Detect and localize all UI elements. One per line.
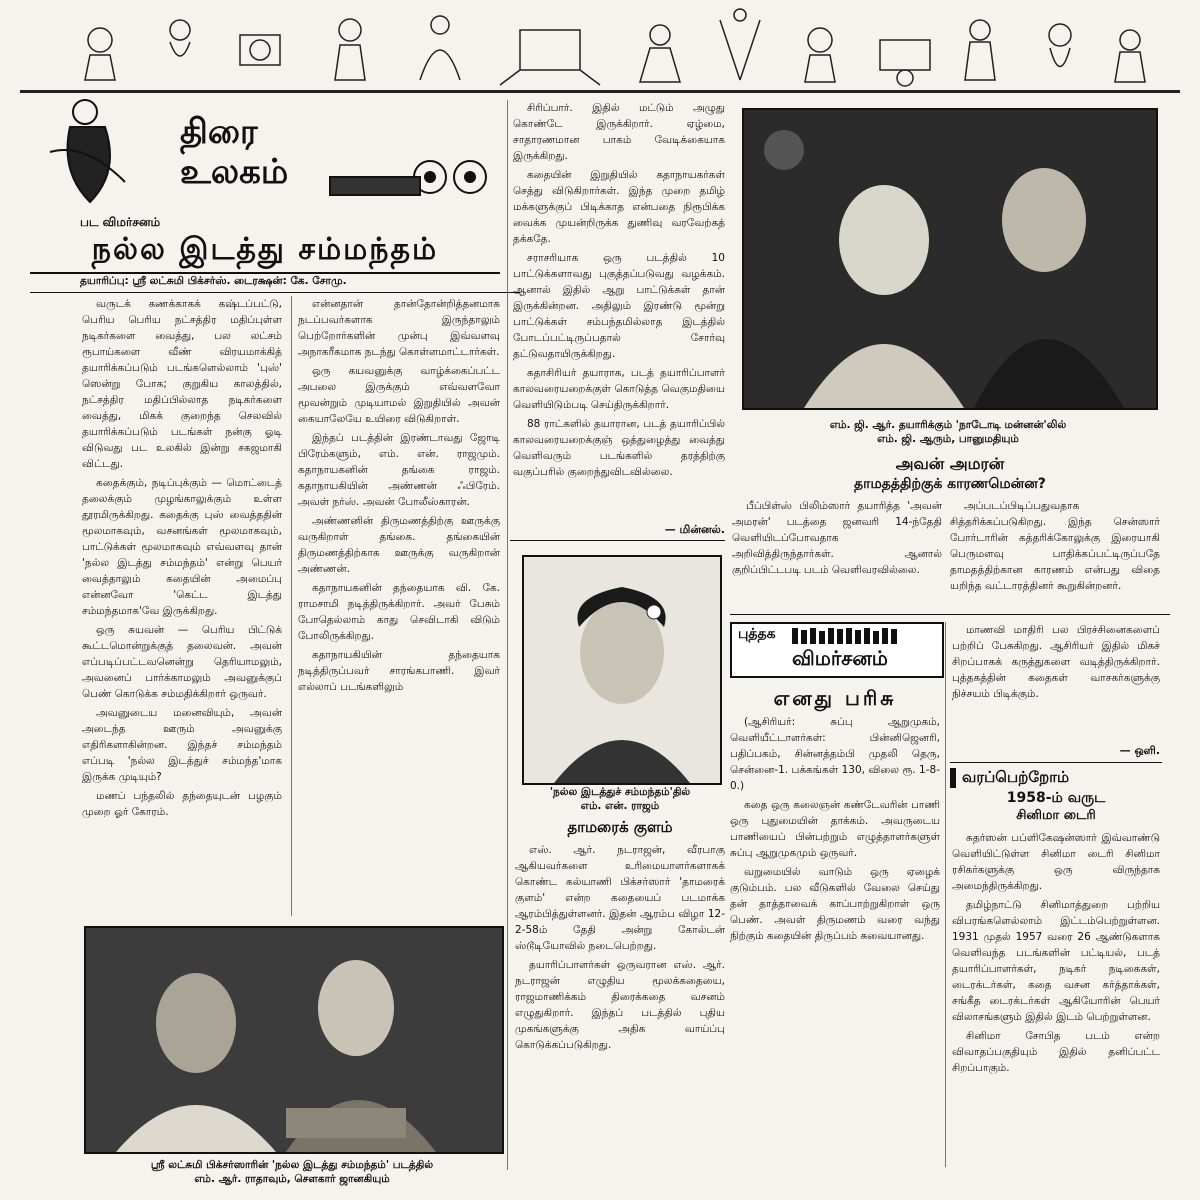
review-col1-para: அவனுடைய மனைவியும், அவன் அடைந்த ஊரும் அவனுக்கு எதிரிகளாகின்றன. இந்தச் சம்மந்தம் எப்படி 'நல்ல இடத்துச் சம்மந்த'மாக இருக்க முடியும்?: [82, 707, 282, 783]
avan-amaran-column-2: [950, 498, 1160, 610]
book-details: (ஆசிரியர்: சுப்பு ஆறுமுகம், வெளியீட்டாளர்கள்: பின்னிஜெனரி, பதிப்பகம், சின்னத்தம்பி முதலி தெரு, சென்னை-1. பக்கங்கள் 130, விலை ரூ. 1-8-0.): [730, 716, 940, 792]
book-review-banner: [730, 622, 944, 678]
review-col2-para: ஒரு கயவனுக்கு வாழ்க்கைப்பட்ட அபலை இருக்கும் எவ்வளவோ மூவன்றும் முடியாமல் இறுதியில் அவன் கையாலேயே உயிரை விடுகிறாள்.: [298, 365, 500, 425]
column-divider: [291, 296, 292, 916]
avan-amaran-column-1: [732, 498, 942, 610]
thamarai-para: தயாரிப்பாளர்கள் ஒருவரான எஸ். ஆர். நடராஜன் எழுதிய மூலக்கதையை, ராஜமாணிக்கம் திரைக்கதை வசனம் எழுதுகிறார். இந்தப் படத்தில் புதிய முகங்களுக்கு அதிக வாய்ப்பு கொடுக்கப்படுகிறது.: [515, 959, 725, 1051]
review-col3-para: கதையின் இறுதியில் கதாநாயகர்கள் செத்து விடுகிறார்கள். இந்த முறை தமிழ் மக்களுக்குப் பிடிக்காத என்பதை நிரூபிக்க வைக்க முயன்றிருக்க துணிவு வரவேற்கத் தக்கதே.: [513, 169, 725, 245]
book-right-para: மாணவி மாதிரி பல பிரச்சினைகளைப் பற்றிப் பேசுகிறது. ஆசிரியர் இதில் மிகச் சிறப்பாகக் கருத்துகளை வடித்திருக்கிறார். புத்தகத்தின் கதைகள் வாசகர்களுக்கு நிச்சயம் பிடிக்கும்.: [952, 624, 1160, 700]
review-col3-para: கதாசிரியர் தயாராக, படத் தயாரிப்பாளர் காலவரையறைக்குள் கொடுத்த வெகுமதியை வெளியிடும்படி செய்திருக்கிறார்.: [513, 367, 725, 411]
review-credits-rule: [30, 292, 520, 293]
review-col2-para: இந்தப் படத்தின் இரண்டாவது ஜோடி பிரேம்களும், எம். என். ராஜமும். கதாநாயகனின் தங்கை ராஜம். கதாநாயகியின் அண்ணன் ஃபிரேம். அவள் நர்ஸ். அவன் போலீஸ்காரன்.: [298, 432, 500, 508]
diary-subtitle-2: சினிமா டைரி: [1016, 808, 1096, 823]
book-banner-line1: புத்தக: [738, 626, 776, 642]
caption-line: எம். ஜி. ஆர். தயாரிக்கும் 'நாடோடி மன்னன்'லில்: [829, 419, 1067, 431]
photo-rajam-portrait: [522, 555, 722, 785]
review-col1-para: கதைக்கும், நடிப்புக்கும் — மொட்டைத் தலைக்கும் முழங்காலுக்கும் உள்ள தூரமிருக்கிறது. கதைக்கு புஸ் வைத்ததின் மூலமாகவும், வசனங்கள் மூலமாகவும், பாட்டுக்கள் மூலமாகவும் எவ்வளவு தான் 'நல்ல இடத்து சம்மந்தம்' என்று பெயர் வைத்தாலும் கதையின் அமைப்பு என்னவோ 'கெட்ட இடத்து சம்மந்தமாக'வே இருக்கிறது.: [82, 477, 282, 617]
thamarai-column: [515, 842, 725, 1168]
photo-radha-janaki: [84, 926, 504, 1154]
review-title: நல்ல இடத்து சம்மந்தம்: [91, 232, 439, 267]
caption-line: ஸ்ரீ லட்சுமி பிக்சர்ஸாரின் 'நல்ல இடத்து சம்மந்தம்' படத்தில்: [150, 1159, 434, 1171]
review-title-rule: [30, 272, 500, 274]
section-rule: [510, 540, 725, 541]
diary-para: தமிழ்நாட்டு சினிமாத்துறை பற்றிய விபரங்களெல்லாம் இட்டம்பெற்றுள்ளன. 1931 முதல் 1957 வரை 26 ஆண்டுகளாக வெளிவந்த படங்களின் பட்டியல், படத் தயாரிப்பாளர்கள், நடிகர் நடிகைகள், டைரக்டர்கள், கதை வசன கர்த்தாக்கள், சங்கீத டைரக்டர்கள் ஆகியோரின் பெயர் விலாசங்களும் இதில் இடம் பெற்றுள்ளன.: [952, 899, 1160, 1023]
book-para: வறுமையில் வாடும் ஒரு ஏழைக் குடும்பம். பல வீடுகளில் வேலை செய்து தன் தாத்தாவைக் காப்பாற்றுகிறாள் ஒரு பெண். அவள் திருமணம் வரை வந்து நிற்கும் கதையின் திருப்பம் சுவையானது.: [730, 866, 940, 942]
review-column-2: [298, 296, 500, 914]
review-col2-para: அண்ணனின் திருமணத்திற்கு ஊருக்கு வருகிறாள் தங்கை. தங்கையின் திருமணத்திற்காக ஊருக்கு வருகிறான் அண்ணன்.: [298, 515, 500, 575]
diary-column: [952, 830, 1160, 1168]
section-logo-title: [180, 112, 380, 192]
thamarai-para: எஸ். ஆர். நடராஜன், வீரபாகு ஆகியவர்களை உரிமையாளர்களாகக் கொண்ட கல்யாணி பிக்சர்ஸார் 'தாமரைக் குளம்' என்ற கதையைப் படமாக்க ஆரம்பித்துள்ளனர். இதன் ஆரம்ப விழா 12-2-58ம் தேதி அன்று கோல்டன் ஸ்டூடியோவில் நடைபெற்றது.: [515, 844, 725, 952]
review-col2-para: கதாநாயகனின் தந்தையாக வி. கே. ராமசாமி நடித்திருக்கிறார். அவர் பேசும் போதெல்லாம் காது செவிடாகி விடும் போலிருக்கிறது.: [298, 582, 500, 642]
review-label: பட விமர்சனம்: [80, 215, 161, 229]
review-col3-para: சிரிப்பார். இதில் மட்டும் அழுது கொண்டே இருக்கிறார். ஏழ்மை, சாதாரணமான பாகம் வேடிக்கையாக இருக்கிறது.: [513, 102, 725, 162]
review-column-1: [82, 296, 282, 914]
review-col1-para: மணப் பந்தலில் தந்தையுடன் பழகும் முறை ஓர் கோரம்.: [82, 790, 282, 818]
column-divider: [945, 622, 946, 1167]
thamarai-title: தாமரைக் குளம்: [567, 818, 673, 836]
review-col2-para: என்னதான் தான்தோன்றித்தனமாக நடப்பவர்களாக இருந்தாலும் பெற்றோர்களின் முன்பு இவ்வளவு அநாகரீகமாக நடந்து கொள்ளமாட்டார்கள்.: [298, 298, 500, 358]
logo-line-2: உலகம்: [180, 152, 289, 192]
review-col1-para: வருடக் கணக்காகக் கஷ்டப்பட்டு, பெரிய பெரிய நட்சத்திர மதிப்புள்ள நடிகர்களை வைத்து, பல லட்சம் ரூபாய்களை வீண் விரயமாக்கித் தயாரிக்கப்படும் படங்களெல்லாம் 'புஸ்' ஸென்று போக; குறுகிய காலத்தில், நட்சத்திர மதிப்பில்லாத நடிகர்களை வைத்து, மிகக் குறைந்த செலவில் தயாரிக்கப்படும் படங்கள் நன்கு ஓடி விடுவது பட உலகில் இன்று சகஜமாகி விட்டது.: [82, 298, 282, 470]
book-review-column: [730, 714, 940, 1166]
book-banner-line2: விமர்சனம்: [792, 646, 888, 670]
column-divider: [507, 100, 508, 1170]
book-title: எனது பரிசு: [773, 686, 897, 710]
review-col2-para: கதாநாயகியின் தந்தையாக நடித்திருப்பவர் சாரங்கபாணி. இவர் எல்லாப் படங்களிலும்: [298, 649, 500, 693]
photo-caption-bottom: [84, 1158, 500, 1186]
review-col3-para: சராசரியாக ஒரு படத்தில் 10 பாட்டுக்களாவது புகுத்தப்படுவது வழக்கம். ஆனால் இதில் ஆறு பாட்டுக்கள் தான் இருக்கின்றன. அதிலும் இரண்டு மூன்று பாட்டுக்கள் சம்பந்தமில்லாத இடத்தில் போடப்பட்டிருப்பதால் சோர்வு தட்டுவதாயிருக்கிறது.: [513, 252, 725, 360]
book-review-right-column: [952, 622, 1160, 742]
caption-line: 'நல்ல இடத்துச் சம்மந்தம்'தில்: [549, 786, 691, 798]
masthead-banner-illustration: [20, 0, 1180, 93]
review-col1-para: ஒரு சுயவன் — பெரிய பிட்டுக் கூட்டமொன்றுக்குத் தலைவன். அவன் எப்படிப்பட்டவனென்று தெரியாமலும், அவனைப் பார்க்காமலும் அவனுக்குப் பெண் கொடுக்க சம்மதிக்கிறார் ஒருவர்.: [82, 624, 282, 700]
photo-nadodi-mannan: [742, 108, 1158, 410]
review-signoff: — மின்னல்.: [664, 523, 725, 536]
book-signoff: — ஒளி.: [1119, 744, 1160, 757]
diary-para: சினிமா சோபித படம் என்ற விவாதப்பகுதியும் இதில் தனிப்பட்ட சிறப்பாகும்.: [952, 1030, 1160, 1074]
diary-title: வரப்பெற்றோம்: [950, 768, 1174, 788]
diary-para: சுதர்ஸன் பப்ளிகேஷன்ஸார் இவ்வாண்டு வெளியிட்டுள்ள சினிமா டைரி சினிமா ரசிகர்களுக்கு ஒரு விருந்தாக அமைந்திருக்கிறது.: [952, 832, 1160, 892]
caption-line: எம். ஆர். ராதாவும், சௌகார் ஜானகியும்: [194, 1173, 390, 1185]
bookshelf-icon: [792, 626, 932, 646]
section-logo: [30, 92, 510, 210]
section-rule: [950, 762, 1162, 763]
review-col3-para: 88 ராட்களில் தயாரான, படத் தயாரிப்பில் காலவரையறைக்குஞ் ஒத்துழைத்து வைத்து வெளிவரும் படங்களில் தரத்திற்கு வகுப்பரில் குறைந்துவிடவில்லை.: [513, 418, 725, 478]
review-column-3: [513, 100, 725, 518]
avan-amaran-subtitle: தாமதத்திற்குக் காரணமென்ன?: [854, 476, 1046, 492]
caption-line: எம். என். ராஜம்: [580, 800, 660, 812]
avan-amaran-para: பீப்பிள்ஸ் பிலிம்ஸார் தயாரித்த 'அவன் அமரன்' படத்தை ஜனவரி 14-ந்தேதி வெளியிடப்போவதாக அறிவித்திருந்தார்கள். ஆனால் குறிப்பிட்டபடி படம் வெளிவரவில்லை.: [732, 500, 942, 576]
diary-subtitle-1: 1958-ம் வருட: [1006, 790, 1106, 806]
section-rule: [730, 614, 1170, 615]
caption-line: எம். ஜி. ஆரும், பானுமதியும்: [877, 433, 1019, 445]
avan-amaran-para: அப்படப்பிடிப்பதுவதாக சித்தரிக்கப்படுகிறது. இந்த சென்ஸார் போர்டாரின் கத்தரிக்கோலுக்கு இரையாகி பெருமளவு பாதிக்கப்பட்டிருப்பதே தாமதத்திற்கான காரணம் என்பது விதை யறிந்த வட்டாரத்தினர் கூறுகின்றனர்.: [950, 500, 1160, 592]
photo-caption-middle: [515, 785, 725, 813]
book-para: கதை ஒரு கலைஞன் கண்டேவரின் பாணி ஒரு புதுமையின் தாக்கம். அவருடைய பாணியைப் பின்பற்றும் எழுத்தாளர்களுள் சுப்பு ஆறுமுகமும் ஒருவர்.: [730, 799, 940, 859]
photo-caption-top: [742, 418, 1154, 446]
logo-line-1: திரை: [180, 112, 258, 152]
avan-amaran-title: அவன் அமரன்: [895, 454, 1005, 473]
review-credits: தயாரிப்பு: ஸ்ரீ லட்சுமி பிக்சர்ஸ். டைரக்ஷன்: கே. சோமு.: [80, 275, 347, 287]
